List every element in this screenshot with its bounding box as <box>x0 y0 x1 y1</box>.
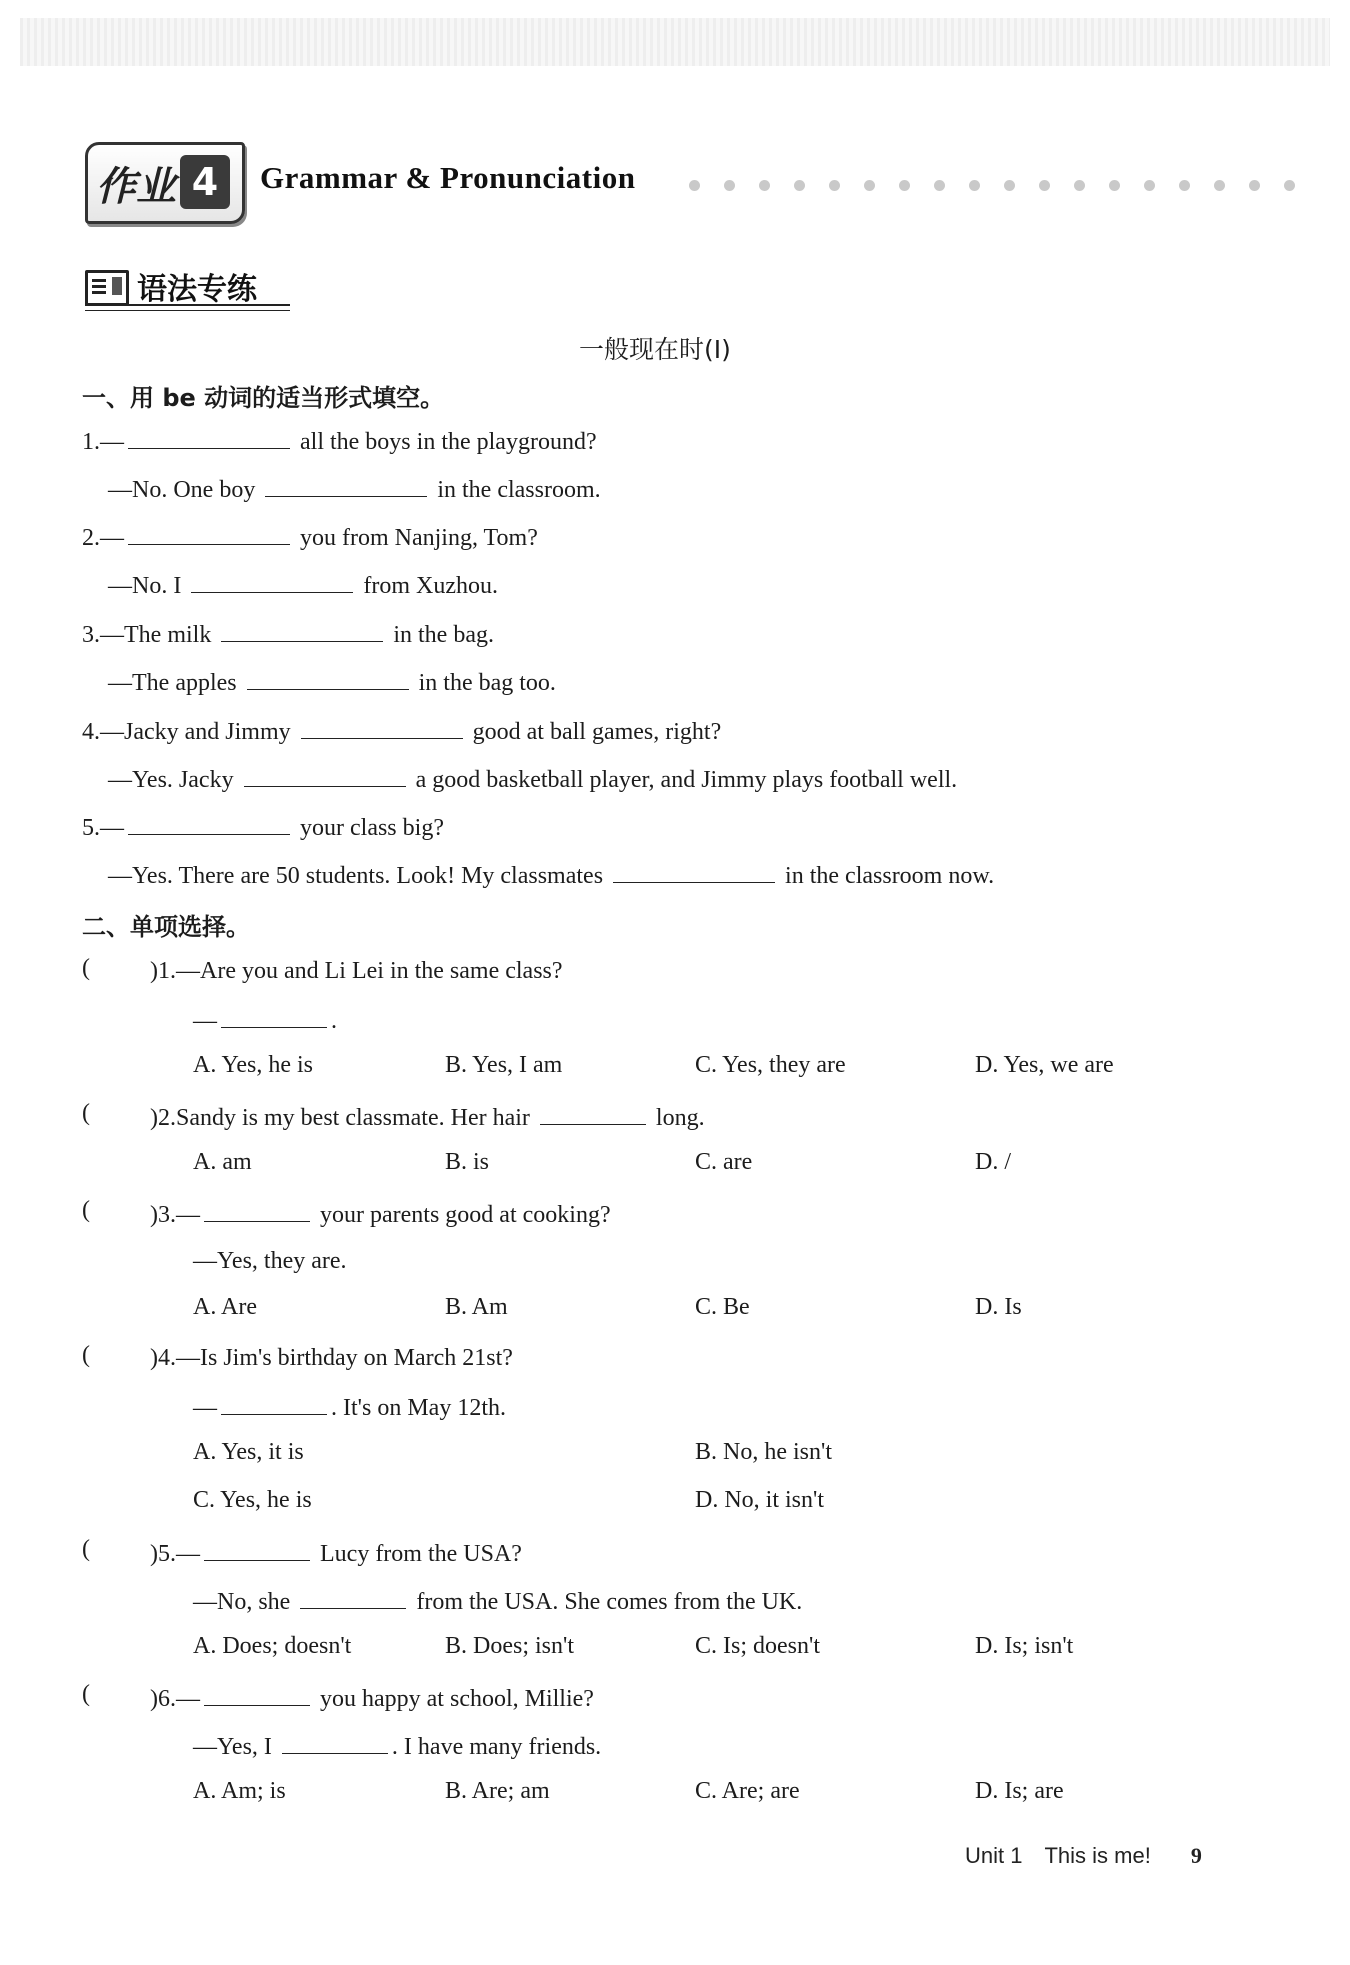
homework-badge <box>85 142 245 224</box>
option-d: D. No, it isn't <box>695 1487 824 1513</box>
answer-blank[interactable] <box>128 424 290 449</box>
answer-blank[interactable] <box>301 714 463 739</box>
p1-q4-line2: —Yes. Jacky a good basketball player, and Jimmy plays football well. <box>108 762 957 796</box>
answer-blank[interactable] <box>128 810 290 835</box>
option-d: D. Is; isn't <box>975 1633 1074 1659</box>
page-footer <box>965 1843 1202 1869</box>
option-a: A. Does; doesn't <box>193 1633 352 1659</box>
p2-q4-response: — . It's on May 12th. <box>193 1390 506 1424</box>
answer-blank[interactable] <box>191 568 353 593</box>
option-d: D. Is; are <box>975 1778 1064 1804</box>
part1-heading: 一、用 be 动词的适当形式填空。 <box>82 384 445 412</box>
p2-q1-response: — . <box>193 1003 337 1037</box>
answer-blank[interactable] <box>221 617 383 642</box>
answer-blank[interactable] <box>300 1584 406 1609</box>
answer-paren[interactable]: ( <box>82 1681 90 1707</box>
section-underline <box>85 304 290 311</box>
option-b: B. Yes, I am <box>445 1052 563 1078</box>
p1-q5-line1: 5.— your class big? <box>82 810 444 844</box>
answer-blank[interactable] <box>221 1390 327 1415</box>
option-a: A. Yes, it is <box>193 1439 304 1465</box>
p2-q1: )1.—Are you and Li Lei in the same class? <box>150 958 563 984</box>
option-d: D. Yes, we are <box>975 1052 1114 1078</box>
p2-q5: )5.— Lucy from the USA? <box>150 1536 522 1570</box>
p1-q2-line1: 2.— you from Nanjing, Tom? <box>82 520 538 554</box>
answer-blank[interactable] <box>204 1681 310 1706</box>
answer-blank[interactable] <box>204 1197 310 1222</box>
p1-q5-line2: —Yes. There are 50 students. Look! My classmates in the classroom now. <box>108 858 994 892</box>
p1-q4-line1: 4.—Jacky and Jimmy good at ball games, right? <box>82 714 721 748</box>
p1-q2-line2: —No. I from Xuzhou. <box>108 568 498 602</box>
decorative-dots <box>689 176 1329 190</box>
answer-blank[interactable] <box>265 472 427 497</box>
page-number: 9 <box>1190 1843 1202 1868</box>
option-d: D. / <box>975 1149 1011 1175</box>
answer-blank[interactable] <box>613 858 775 883</box>
p1-q3-line2: —The apples in the bag too. <box>108 665 556 699</box>
p1-q1-line2: —No. One boy in the classroom. <box>108 472 601 506</box>
footer-unit: Unit 1 <box>965 1843 1023 1868</box>
option-b: B. Am <box>445 1294 508 1320</box>
badge-number: 4 <box>180 155 230 209</box>
answer-paren[interactable]: ( <box>82 1100 90 1126</box>
answer-paren[interactable]: ( <box>82 1197 90 1223</box>
option-c: C. Yes, they are <box>695 1052 846 1078</box>
answer-blank[interactable] <box>247 665 409 690</box>
answer-blank[interactable] <box>221 1003 327 1028</box>
section-label-text: 语法专练 <box>137 272 257 307</box>
answer-blank[interactable] <box>282 1729 388 1754</box>
part2-heading: 二、单项选择。 <box>82 913 250 941</box>
answer-paren[interactable]: ( <box>82 1342 90 1368</box>
option-c: C. Yes, he is <box>193 1487 312 1513</box>
answer-paren[interactable]: ( <box>82 1536 90 1562</box>
book-icon <box>85 270 129 306</box>
option-c: C. are <box>695 1149 753 1175</box>
option-b: B. is <box>445 1149 490 1175</box>
option-c: C. Are; are <box>695 1778 800 1804</box>
p2-q3: )3.— your parents good at cooking? <box>150 1197 611 1231</box>
p1-q3-line1: 3.—The milk in the bag. <box>82 617 494 651</box>
p2-q6-response: —Yes, I . I have many friends. <box>193 1729 601 1763</box>
p2-q2: )2.Sandy is my best classmate. Her hair long. <box>150 1100 705 1134</box>
answer-paren[interactable]: ( <box>82 955 90 981</box>
option-a: A. Are <box>193 1294 257 1320</box>
lesson-header <box>85 138 1335 224</box>
lesson-title: Grammar & Pronunciation <box>260 160 636 195</box>
option-b: B. Are; am <box>445 1778 550 1804</box>
p1-q1-line1: 1.— all the boys in the playground? <box>82 424 597 458</box>
option-c: C. Is; doesn't <box>695 1633 820 1659</box>
option-b: B. No, he isn't <box>695 1439 832 1465</box>
option-a: A. Am; is <box>193 1778 286 1804</box>
option-c: C. Be <box>695 1294 750 1320</box>
option-d: D. Is <box>975 1294 1022 1320</box>
footer-title: This is me! <box>1044 1843 1151 1868</box>
p2-q4: )4.—Is Jim's birthday on March 21st? <box>150 1345 513 1371</box>
answer-blank[interactable] <box>244 762 406 787</box>
p2-q6: )6.— you happy at school, Millie? <box>150 1681 594 1715</box>
p2-q5-response: —No, she from the USA. She comes from the UK. <box>193 1584 802 1618</box>
answer-blank[interactable] <box>540 1100 646 1125</box>
p2-q3-response: —Yes, they are. <box>193 1248 347 1274</box>
topic-title: 一般现在时(Ⅰ) <box>579 335 731 364</box>
scan-top-band <box>20 18 1330 66</box>
section-label <box>85 262 290 308</box>
answer-blank[interactable] <box>204 1536 310 1561</box>
option-a: A. Yes, he is <box>193 1052 314 1078</box>
option-a: A. am <box>193 1149 252 1175</box>
answer-blank[interactable] <box>128 520 290 545</box>
option-b: B. Does; isn't <box>445 1633 574 1659</box>
badge-label: 作业 <box>96 164 176 210</box>
